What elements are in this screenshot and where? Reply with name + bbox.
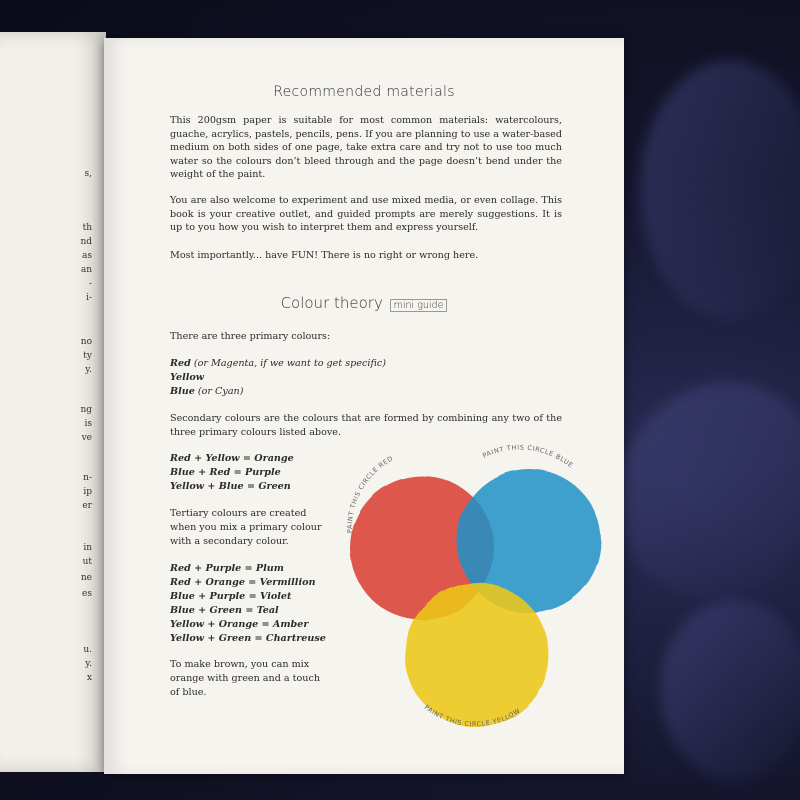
left-page-text-fragment: nd [80,237,92,247]
tertiary-text-line: with a secondary colour. [170,536,289,547]
left-page-text-fragment: y. [85,365,92,375]
left-page-text-fragment: as [82,251,92,261]
left-page-text-fragment: an [80,265,92,275]
colour-theory-title: Colour theory [280,294,383,312]
left-page-text-fragment: u. [83,645,92,655]
tertiary-mix: Yellow + Orange = Amber [170,619,309,630]
left-page-text-fragment: ve [81,433,92,443]
tertiary-mix: Red + Orange = Vermillion [170,577,316,588]
colour-venn-diagram [334,438,614,728]
primary-name: Blue [170,386,195,397]
fabric-fold [640,60,800,320]
materials-paragraph-3: Most importantly... have FUN! There is no right or wrong here. [170,250,479,261]
tertiary-text-line: Tertiary colours are created [170,508,307,519]
yellow-circle-label: PAINT THIS CIRCLE YELLOW [422,703,523,728]
brown-text-line: To make brown, you can mix [170,659,310,670]
left-page-text-fragment: es [82,589,92,599]
brown-text-line: of blue. [170,687,207,698]
colour-theory-subtitle: mini guide [390,299,448,312]
blue-circle-label: PAINT THIS CIRCLE BLUE [481,443,575,470]
left-page-text-fragment: ip [83,487,92,497]
primary-note: (or Cyan) [197,386,244,397]
left-page-text-fragment: er [82,501,92,511]
left-page-text-fragment: ng [80,405,92,415]
brown-text-line: orange with green and a touch [170,673,321,684]
left-page-text-fragment: ut [82,557,92,567]
primary-name: Red [170,358,191,369]
left-page-text-fragment: ne [80,573,92,583]
tertiary-mix: Blue + Purple = Violet [170,591,292,602]
left-page-text-fragment: is [84,419,92,429]
materials-heading: Recommended materials [273,84,455,100]
secondary-mix: Yellow + Blue = Green [170,481,291,492]
secondary-mix: Red + Yellow = Orange [170,453,294,464]
sketchbook-page [104,38,624,774]
left-page-text-fragment: i- [86,293,92,303]
left-page-text-fragment: x [86,673,92,683]
primary-name: Yellow [170,372,205,383]
tertiary-mix: Red + Purple = Plum [170,563,284,574]
secondary-mix: Blue + Red = Purple [170,467,281,478]
left-page-text-fragment: in [83,543,92,553]
primary-red [170,357,386,371]
left-page-text-fragment: th [82,223,92,233]
left-page-text-fragment: y. [85,659,92,669]
left-page-text-fragment: - [88,279,92,289]
secondary-paragraph: Secondary colours are the colours that are formed by combining any two of the three primary colours listed above. [170,413,562,438]
tertiary-text-line: when you mix a primary colour [170,522,322,533]
red-circle-label: PAINT THIS CIRCLE RED [345,454,395,534]
primaries-intro: There are three primary colours: [170,331,331,342]
left-page-text-fragment: no [80,337,92,347]
materials-paragraph-1: This 200gsm paper is suitable for most common materials: watercolours, guache, acrylics, pastels, pencils, pens. If you are planning to use a water-based medium on both sides of one page, take extra care and try not to use too much water so the colours don’t bleed through and the page doesn’t bend under the weight of the paint. [170,115,562,181]
primary-note: (or Magenta, if we want to get specific) [193,358,386,369]
tertiary-mix: Yellow + Green = Chartreuse [170,633,326,644]
left-page-text-fragment: s, [84,169,92,179]
primary-blue [170,385,243,399]
left-page-text-fragment: n- [83,473,92,483]
colour-theory-heading [104,294,624,312]
tertiary-mix: Blue + Green = Teal [170,605,279,616]
left-page [0,32,106,772]
left-page-text-fragment: ty [83,351,92,361]
fabric-fold [660,600,800,780]
materials-paragraph-2: You are also welcome to experiment and use mixed media, or even collage. This book is your creative outlet, and guided prompts are merely suggestions. It is up to you how you wish to interpret them and express yourself. [170,195,562,234]
primary-yellow [170,371,204,385]
